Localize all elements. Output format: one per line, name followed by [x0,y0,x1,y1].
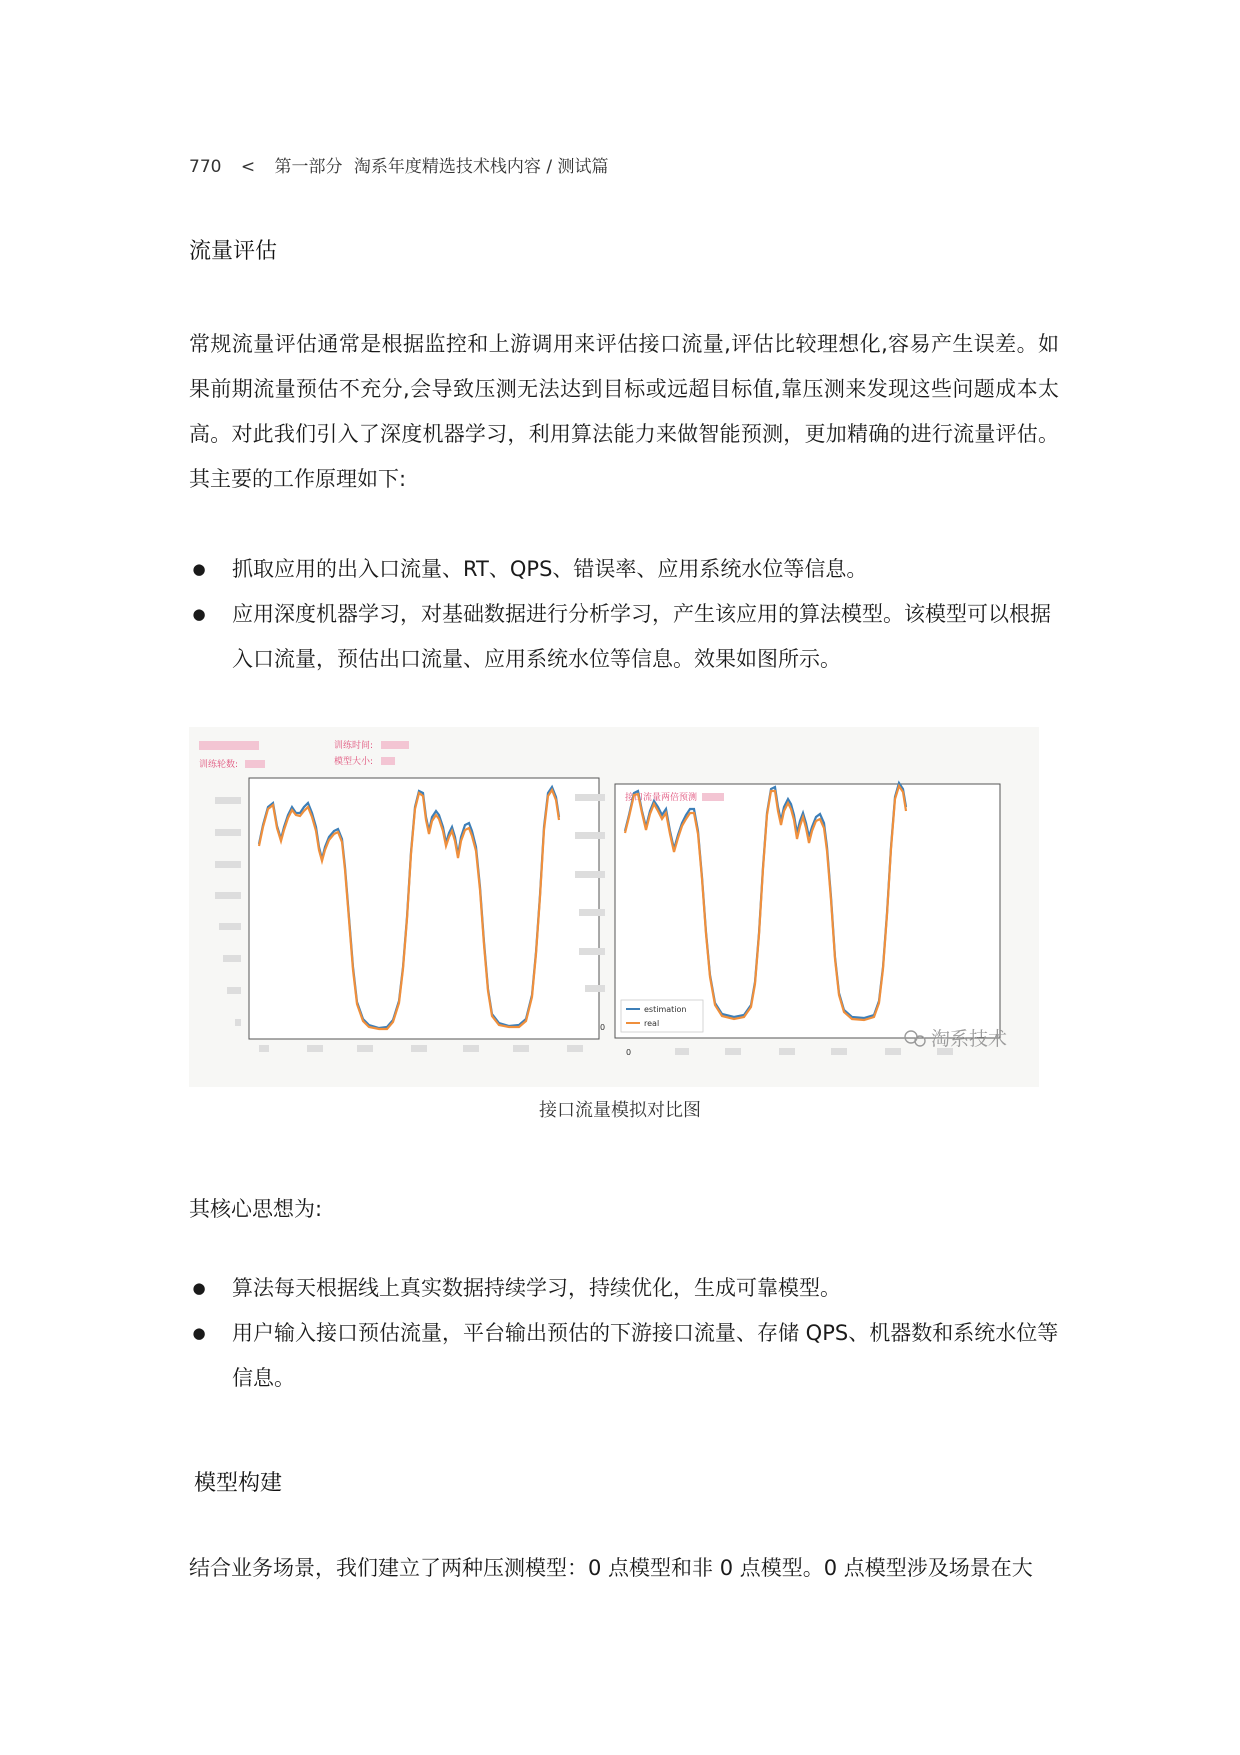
blurred-value [245,760,265,768]
traffic-comparison-figure [189,727,1039,1087]
list-item-text: 应用深度机器学习，对基础数据进行分析学习，产生该应用的算法模型。该模型可以根据入口流量，预估出口流量、应用系统水位等信息。效果如图所示。 [232,602,1051,671]
traffic-bullet-list [189,547,1059,682]
traffic-intro-paragraph: 常规流量评估通常是根据监控和上游调用来评估接口流量,评估比较理想化,容易产生误差。如果前期流量预估不充分,会导致压测无法达到目标或远超目标值,靠压测来发现这些问题成本太高。对此我们引入了深度机器学习，利用算法能力来做智能预测，更加精确的进行流量评估。其主要的工作原理如下: [189,332,1059,491]
blurred-value [381,757,395,765]
left-info-time: 训练时间: [334,741,374,751]
bullet-icon: ● [192,1279,206,1297]
list-item-text: 抓取应用的出入口流量、RT、QPS、错误率、应用系统水位等信息。 [232,557,868,581]
page-number: 770 [189,157,222,177]
right-x-zero-label: 0 [626,1048,632,1057]
legend-real-label: real [644,1019,660,1028]
header-separator: < [240,157,256,177]
core-idea-bullet-list [189,1266,1059,1401]
book-title: 淘系年度精选技术栈内容 / 测试篇 [353,157,609,177]
model-intro-paragraph: 结合业务场景，我们建立了两种压测模型：0 点模型和非 0 点模型。0 点模型涉及场景在大 [189,1556,1033,1580]
left-info-size: 模型大小: [334,757,374,767]
list-item [189,592,1059,682]
list-item-text: 算法每天根据线上真实数据持续学习，持续优化，生成可靠模型。 [232,1276,841,1300]
figure-image [189,727,1039,1087]
list-item-text: 用户输入接口预估流量，平台输出预估的下游接口流量、存储 QPS、机器数和系统水位等信息。 [232,1321,1059,1390]
list-item [189,1311,1059,1401]
legend-estimation-label: estimation [644,1005,687,1014]
list-item [189,1266,1059,1311]
left-info-top: 训练轮数: [199,760,239,770]
blurred-label [199,741,259,750]
core-idea-intro: 其核心思想为: [189,1197,323,1221]
section-heading-traffic: 流量评估 [189,239,278,264]
blurred-value [381,741,409,749]
bullet-icon: ● [192,560,206,578]
running-header [189,152,608,177]
bullet-icon: ● [192,1324,206,1342]
blurred-value [702,793,724,801]
right-chart-title: 接口流量两倍预测 [625,793,698,803]
figure-caption: 接口流量模拟对比图 [539,1100,701,1121]
section-heading-model: 模型构建 [194,1471,283,1496]
watermark-text: 淘系技术 [931,1028,1008,1050]
list-item [189,547,1059,592]
part-label: 第一部分 [274,157,343,177]
bullet-icon: ● [192,605,206,623]
right-y-zero-label: 0 [600,1023,606,1032]
